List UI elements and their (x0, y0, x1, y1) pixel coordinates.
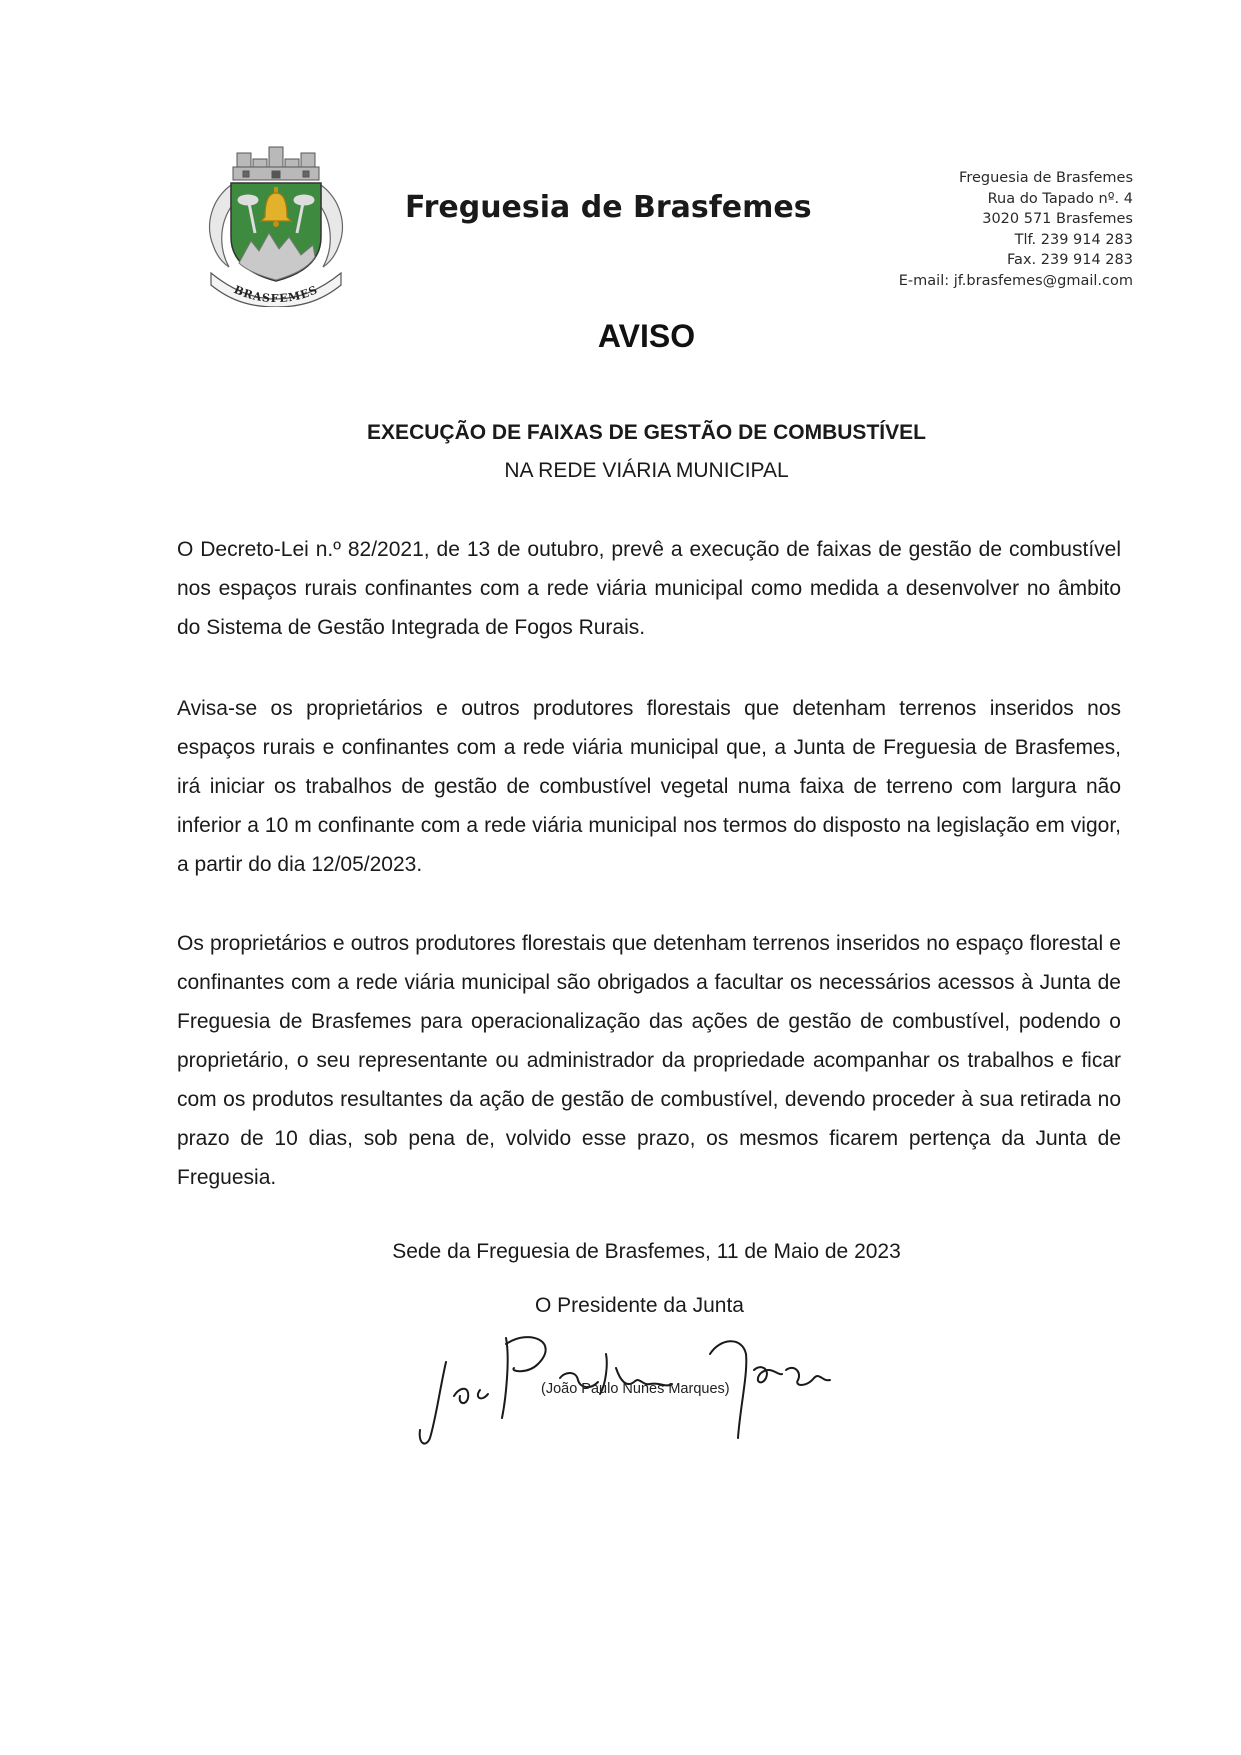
brasfemes-crest-logo (203, 145, 349, 307)
subject-line-2: NA REDE VIÁRIA MUNICIPAL (504, 459, 789, 482)
paragraph-legal-basis: O Decreto-Lei n.º 82/2021, de 13 de outubro, prevê a execução de faixas de gestão de combustível nos espaços rurais confinantes com a rede viária municipal como medida a desenvolver no âmbito do Sistema de Gestão Integrada de Fogos Rurais. (177, 538, 1121, 639)
organization-title: Freguesia de Brasfemes (405, 190, 812, 225)
right-mantling-icon (321, 185, 342, 267)
subject-line-1: EXECUÇÃO DE FAIXAS DE GESTÃO DE COMBUSTÍVEL (367, 421, 926, 444)
place-and-date: Sede da Freguesia de Brasfemes, 11 de Maio de 2023 (392, 1240, 901, 1263)
crest-motto: BRASFEMES (231, 283, 321, 306)
contact-line-postcode: 3020 571 Brasfemes (982, 211, 1133, 228)
contact-line-fax: Fax. 239 914 283 (1007, 252, 1133, 269)
notice-heading: AVISO (597, 318, 696, 354)
signatory-title: O Presidente da Junta (535, 1294, 744, 1317)
contact-line-address: Rua do Tapado nº. 4 (987, 190, 1133, 207)
paragraph-announcement: Avisa-se os proprietários e outros produtores florestais que detenham terrenos inseridos nos espaços rurais e confinantes com a rede viária municipal que, a Junta de Freguesia de Brasfemes, irá iniciar os trabalhos de gestão de combustível vegetal numa faixa de terreno com largura não inferior a 10 m confinante com a rede viária municipal nos termos do disposto na legislação em vigor, a partir do dia 12/05/2023. (177, 697, 1121, 876)
contact-line-email: E-mail: jf.brasfemes@gmail.com (898, 272, 1133, 289)
notice-subject (0, 414, 1241, 490)
paragraph-obligations: Os proprietários e outros produtores florestais que detenham terrenos inseridos no espaço florestal e confinantes com a rede viária municipal são obrigados a facultar os necessários acessos à Junta de Freguesia de Brasfemes para operacionalização das ações de gestão de combustível, podendo o proprietário, o seu representante ou administrador da propriedade acompanhar os trabalhos e ficar com os produtos resultantes da ação de gestão de combustível, devendo proceder à sua retirada no prazo de 10 dias, sob pena de, volvido esse prazo, os mesmos ficarem pertença da Junta de Freguesia. (177, 932, 1121, 1189)
left-mantling-icon (210, 185, 231, 267)
handwritten-signature (410, 1298, 890, 1458)
signatory-name: (João Paulo Nunes Marques) (541, 1381, 730, 1397)
mural-crown-icon (233, 147, 319, 180)
contact-line-org: Freguesia de Brasfemes (959, 170, 1133, 186)
contact-line-phone: Tlf. 239 914 283 (1014, 231, 1133, 248)
contact-block (899, 168, 1133, 292)
